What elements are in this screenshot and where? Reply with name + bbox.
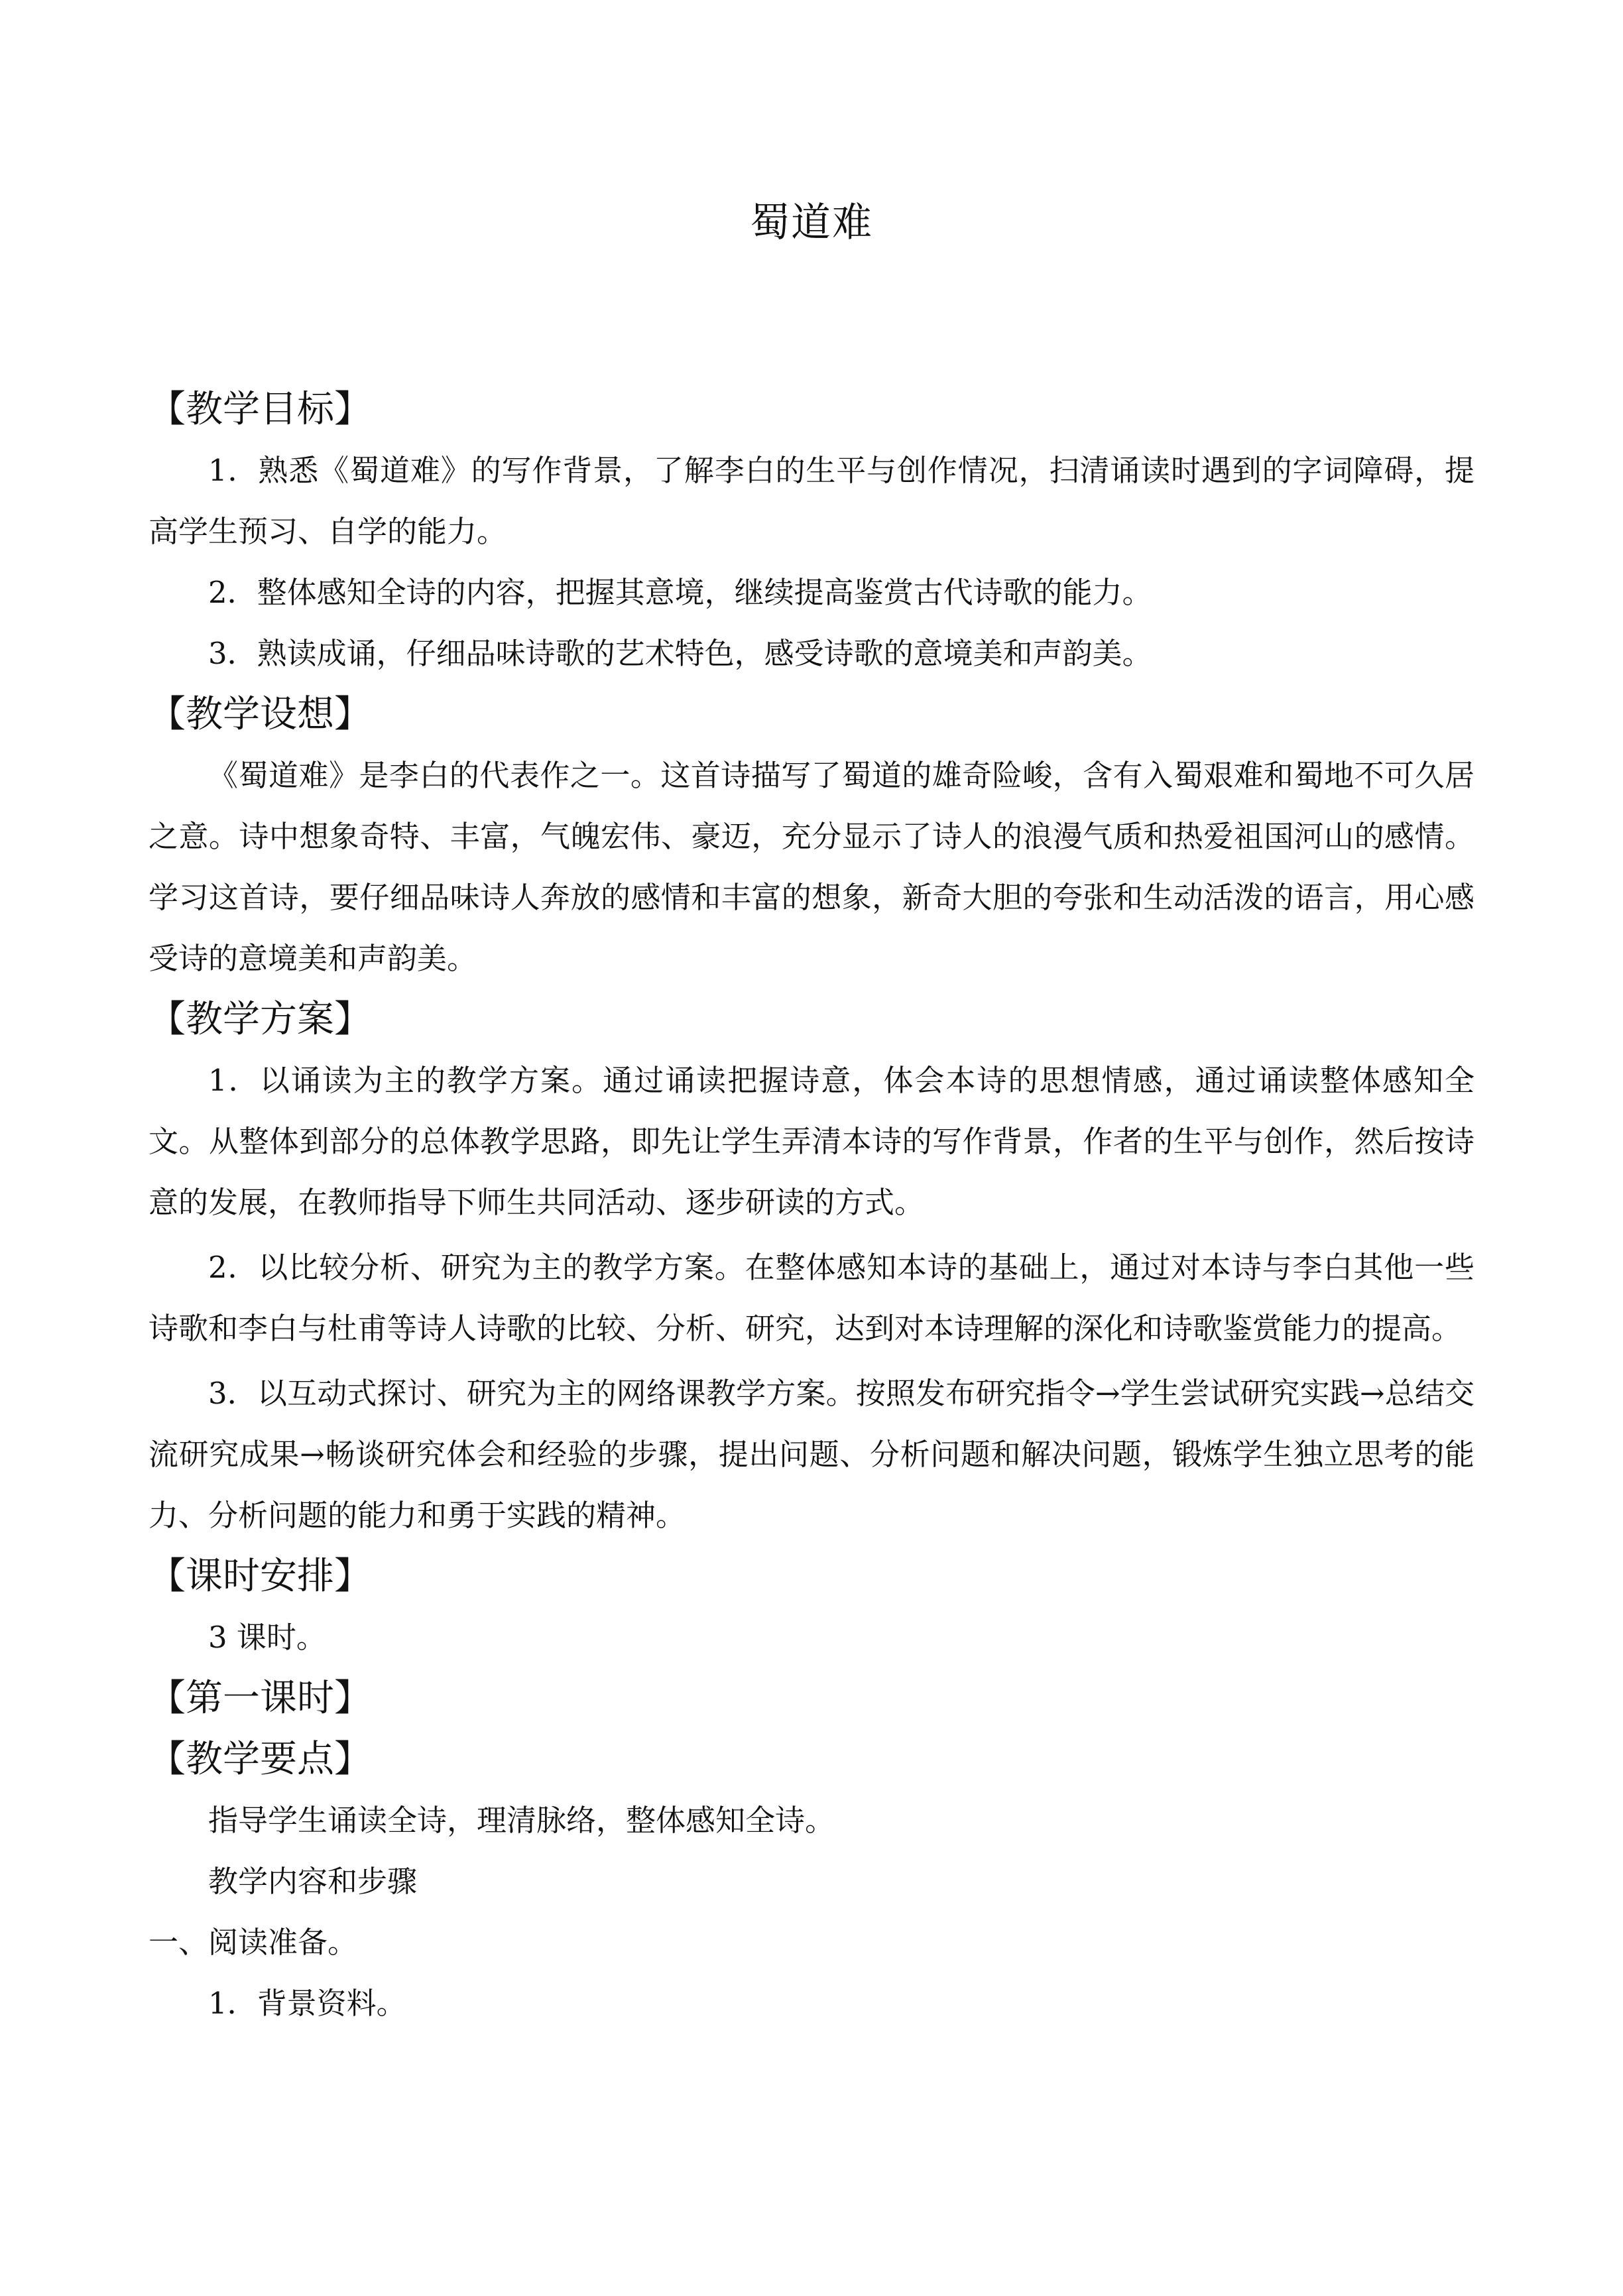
plan-item-2: 2．以比较分析、研究为主的教学方案。在整体感知本诗的基础上，通过对本诗与李白其他一些诗歌和李白与杜甫等诗人诗歌的比较、分析、研究，达到对本诗理解的深化和诗歌鉴赏能力的提高。 xyxy=(149,1250,1474,1346)
page-title: 蜀道难 xyxy=(750,200,873,246)
objective-item-1: 1．熟悉《蜀道难》的写作背景，了解李白的生平与创作情况，扫清诵读时遇到的字词障碍，提高学生预习、自学的能力。 xyxy=(149,453,1474,549)
document-body xyxy=(149,379,1474,2034)
objective-item-2: 2．整体感知全诗的内容，把握其意境，继续提高鉴赏古代诗歌的能力。 xyxy=(208,575,1152,610)
steps-label: 教学内容和步骤 xyxy=(208,1864,418,1899)
heading-objectives: 【教学目标】 xyxy=(149,388,371,431)
heading-plans: 【教学方案】 xyxy=(149,998,371,1041)
heading-concept: 【教学设想】 xyxy=(149,693,371,736)
plan-item-3: 3．以互动式探讨、研究为主的网络课教学方案。按照发布研究指令→学生尝试研究实践→总结交流研究成果→畅谈研究体会和经验的步骤，提出问题、分析问题和解决问题，锻炼学生独立思考的能力、分析问题的能力和勇于实践的精神。 xyxy=(149,1376,1474,1533)
heading-key-points: 【教学要点】 xyxy=(149,1738,371,1781)
objective-item-3: 3．熟读成诵，仔细品味诗歌的艺术特色，感受诗歌的意境美和声韵美。 xyxy=(208,636,1152,671)
schedule-text: 3 课时。 xyxy=(208,1620,326,1655)
key-points-text: 指导学生诵读全诗，理清脉络，整体感知全诗。 xyxy=(208,1803,835,1838)
heading-schedule: 【课时安排】 xyxy=(149,1555,371,1598)
heading-lesson-1: 【第一课时】 xyxy=(149,1677,371,1720)
step-1: 一、阅读准备。 xyxy=(149,1925,358,1960)
concept-paragraph: 《蜀道难》是李白的代表作之一。这首诗描写了蜀道的雄奇险峻，含有入蜀艰难和蜀地不可久居之意。诗中想象奇特、丰富，气魄宏伟、豪迈，充分显示了诗人的浪漫气质和热爱祖国河山的感情。学习这首诗，要仔细品味诗人奔放的感情和丰富的想象，新奇大胆的夸张和生动活泼的语言，用心感受诗的意境美和声韵美。 xyxy=(149,758,1474,976)
step-1-sub: 1．背景资料。 xyxy=(208,1986,406,2021)
plan-item-1: 1．以诵读为主的教学方案。通过诵读把握诗意，体会本诗的思想情感，通过诵读整体感知全文。从整体到部分的总体教学思路，即先让学生弄清本诗的写作背景，作者的生平与创作，然后按诗意的发展，在教师指导下师生共同活动、逐步研读的方式。 xyxy=(149,1063,1474,1220)
